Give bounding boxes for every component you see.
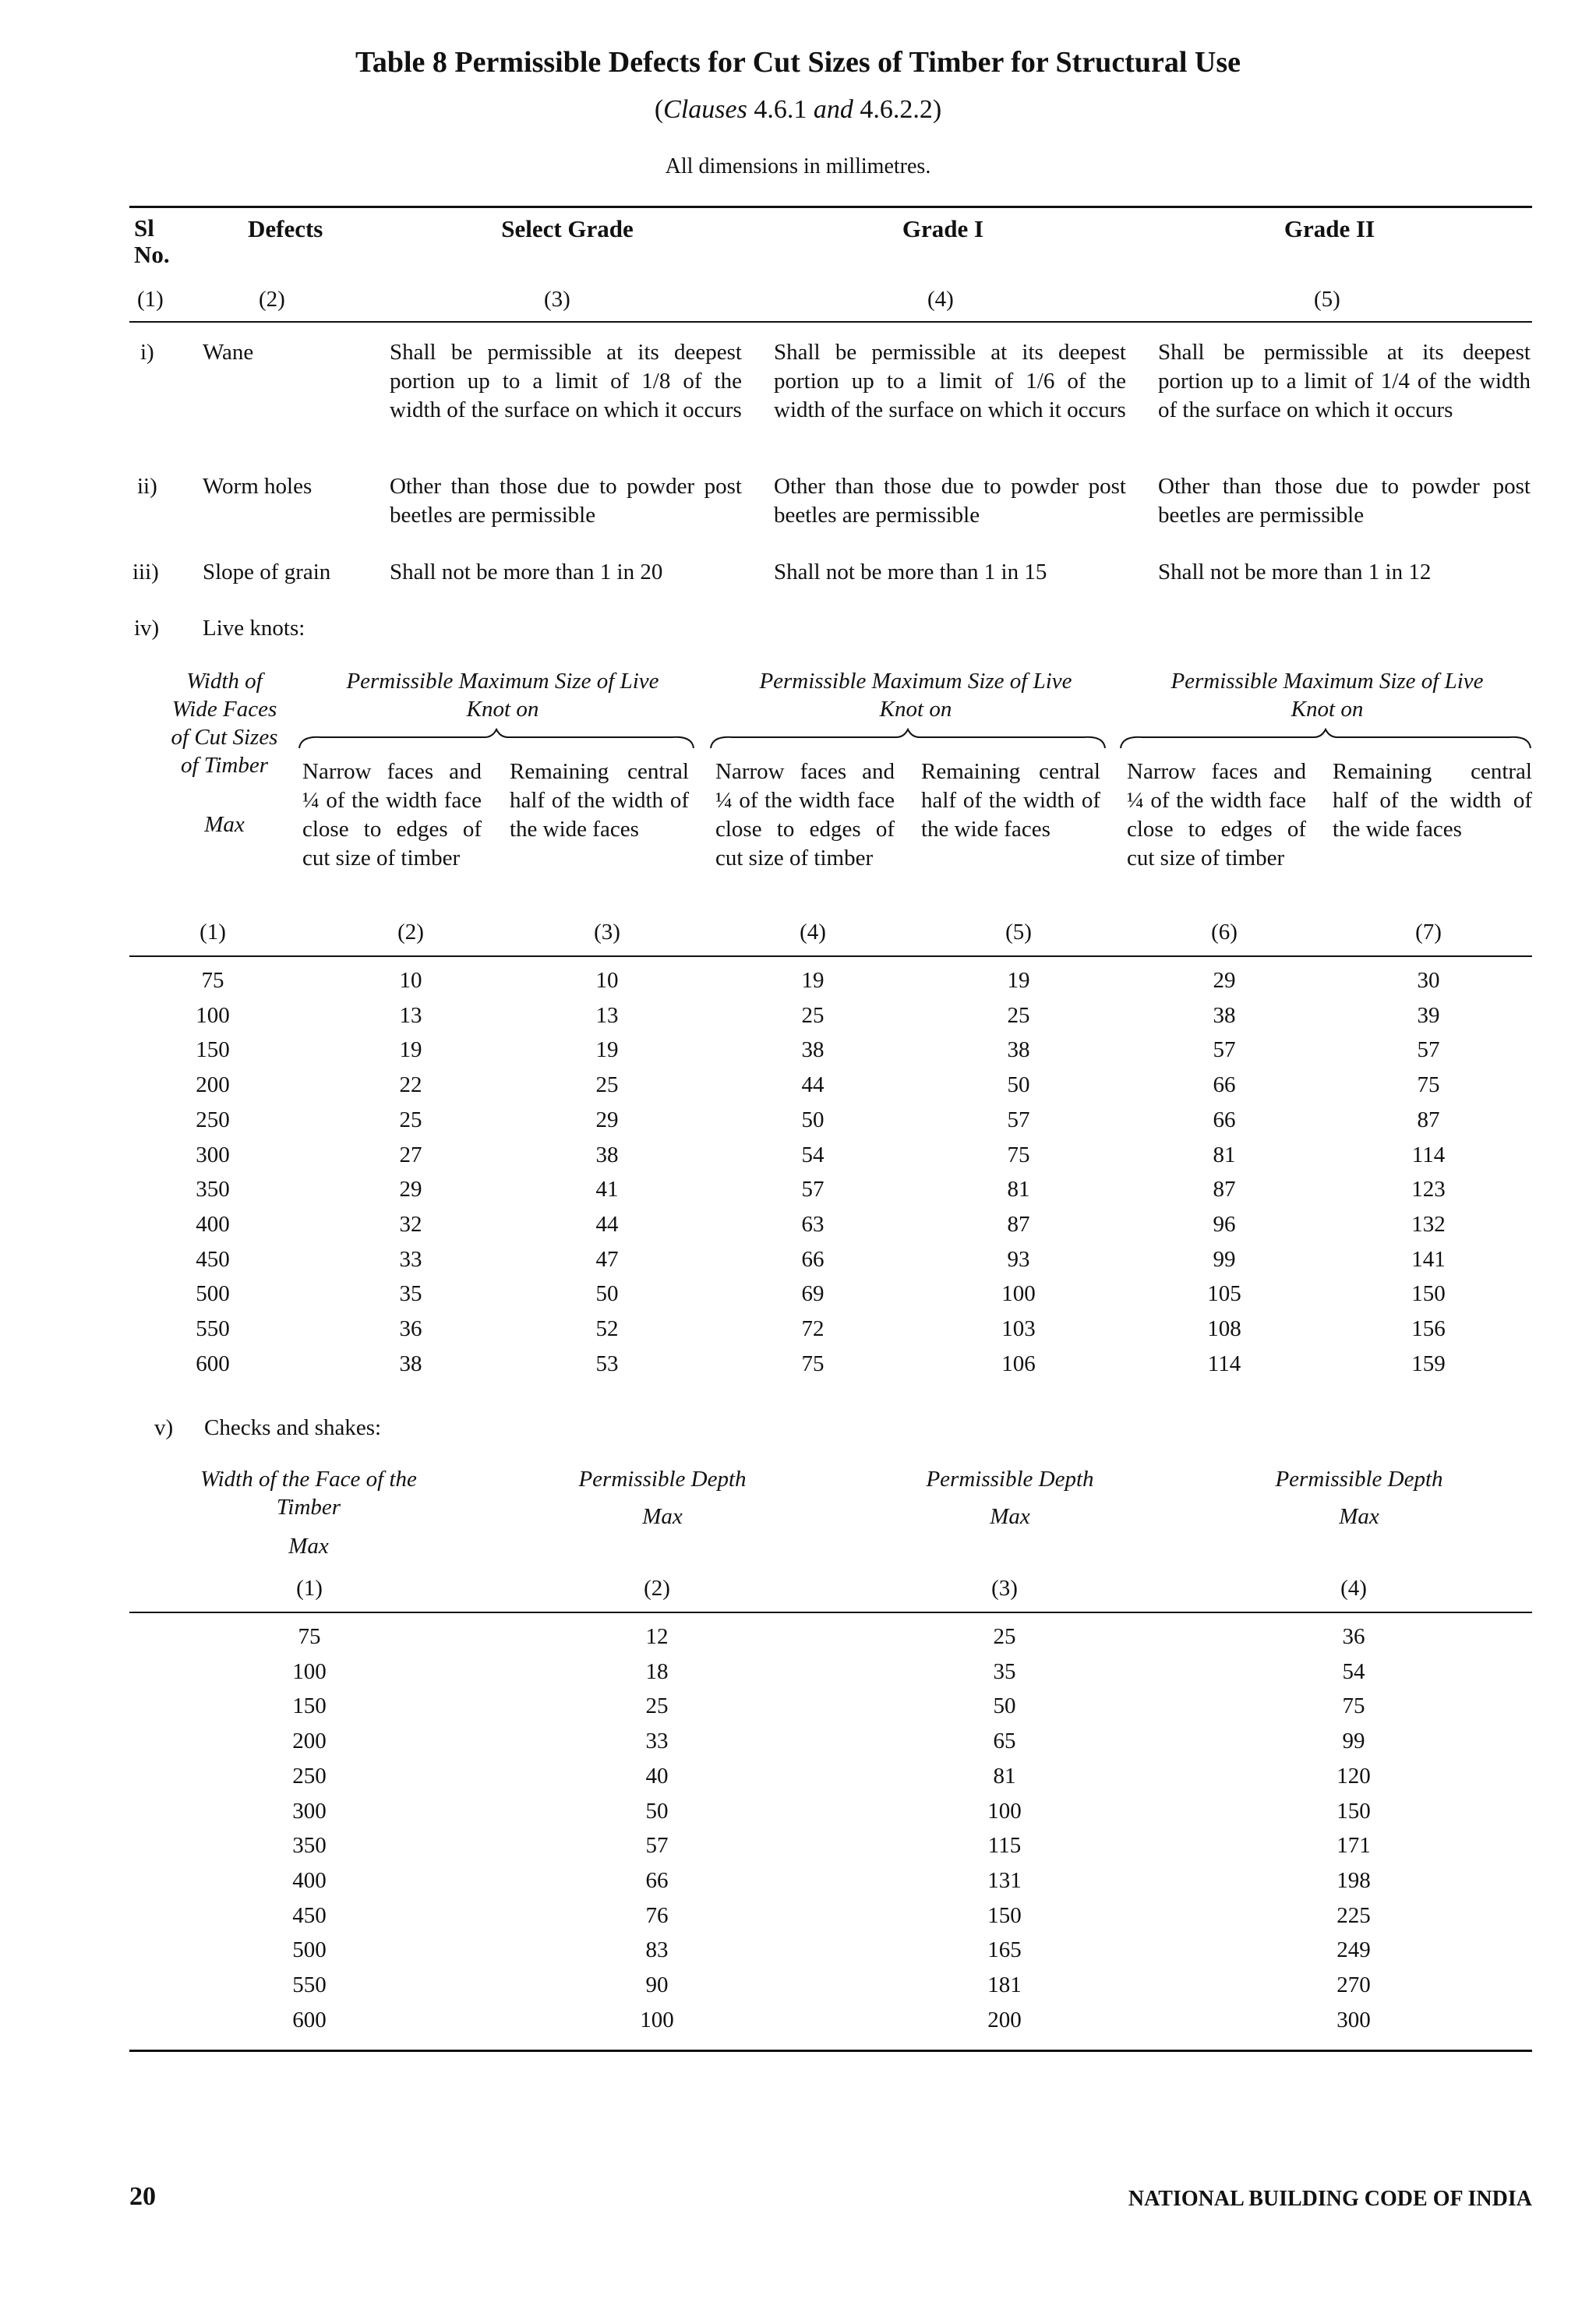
knots-col-nums <box>129 920 1532 954</box>
checks-cell: 81 <box>993 1763 1016 1789</box>
knots-col-num: (6) <box>1211 920 1238 945</box>
knots-cell: 25 <box>595 1072 619 1098</box>
knots-cell: 29 <box>399 1177 422 1202</box>
checks-col-num: (2) <box>644 1576 670 1601</box>
knots-col-num: (1) <box>200 920 226 945</box>
checks-cell: 350 <box>292 1833 327 1859</box>
knots-cell: 25 <box>801 1002 824 1028</box>
knots-cell: 159 <box>1411 1351 1446 1376</box>
knots-remaining-grade1: Remaining central half of the width of the wide faces <box>921 759 1100 842</box>
checks-depth-max-3: Max <box>990 1504 1030 1529</box>
checks-table-row <box>129 1937 1532 1972</box>
knots-cell: 75 <box>1417 1072 1440 1098</box>
knots-cell: 100 <box>196 1002 230 1028</box>
col-num-3: (3) <box>544 287 570 312</box>
row-worm-grade1: Other than those due to powder post beetles are permissible <box>774 474 1126 528</box>
knots-table-row <box>129 1003 1532 1037</box>
knots-cell: 57 <box>1417 1037 1440 1063</box>
checks-table-row <box>129 1659 1532 1693</box>
knots-col-num: (4) <box>800 920 826 945</box>
knots-cell: 105 <box>1207 1281 1241 1307</box>
checks-table-row <box>129 1903 1532 1937</box>
checks-cell: 200 <box>987 2007 1022 2032</box>
knots-cell: 63 <box>801 1211 824 1237</box>
brace-select <box>298 728 695 751</box>
knots-cell: 600 <box>196 1351 230 1376</box>
checks-table-row <box>129 1624 1532 1658</box>
knots-cell: 50 <box>801 1107 824 1132</box>
knots-cell: 38 <box>801 1037 824 1063</box>
knots-table-row <box>129 1177 1532 1211</box>
col-num-1: (1) <box>137 287 164 312</box>
knots-cell: 87 <box>1213 1177 1236 1202</box>
checks-col-nums <box>129 1576 1532 1610</box>
checks-cell: 249 <box>1336 1937 1371 1963</box>
knots-cell: 50 <box>595 1281 619 1307</box>
knots-col-num: (3) <box>594 920 620 945</box>
checks-cell: 150 <box>1336 1798 1371 1824</box>
row-worm-name: Worm holes <box>203 474 312 499</box>
knots-width-max: Max <box>204 812 245 837</box>
checks-table-row <box>129 1833 1532 1867</box>
row-wane-grade1: Shall be permissible at its deepest portion up to a limit of 1/6 of the width of the surface on which it occurs <box>774 340 1126 422</box>
checks-col-num: (1) <box>296 1576 323 1601</box>
clauses-open: ( <box>654 95 664 124</box>
knots-cell: 53 <box>595 1351 619 1376</box>
row-slope-grade2: Shall not be more than 1 in 12 <box>1158 560 1432 584</box>
checks-depth-max-4: Max <box>1339 1504 1379 1529</box>
checks-cell: 100 <box>987 1798 1022 1824</box>
knots-cell: 57 <box>1007 1107 1030 1132</box>
knots-cell: 10 <box>595 968 619 993</box>
row-knots-name: Live knots: <box>203 616 305 641</box>
checks-cell: 165 <box>987 1937 1022 1963</box>
checks-width-max: Max <box>288 1534 329 1559</box>
checks-cell: 76 <box>645 1902 669 1928</box>
knots-cell: 32 <box>399 1211 422 1237</box>
knots-cell: 500 <box>196 1281 230 1307</box>
col-num-5: (5) <box>1314 287 1340 312</box>
row-worm-sl: ii) <box>137 474 157 499</box>
row-slope-name: Slope of grain <box>203 560 331 584</box>
knots-cell: 300 <box>196 1142 230 1167</box>
checks-table-row <box>129 1868 1532 1902</box>
checks-cell: 131 <box>987 1867 1022 1893</box>
knots-cell: 400 <box>196 1211 230 1237</box>
knots-cell: 150 <box>1411 1281 1446 1307</box>
page-number: 20 <box>129 2182 156 2211</box>
knots-cell: 114 <box>1207 1351 1241 1376</box>
knots-cell: 250 <box>196 1107 230 1132</box>
brace-grade1 <box>709 728 1107 751</box>
row-worm-select: Other than those due to powder post beetles are permissible <box>390 474 742 528</box>
checks-cell: 90 <box>645 1972 669 1997</box>
table-title: Table 8 Permissible Defects for Cut Sizes of Timber for Structural Use <box>355 46 1241 79</box>
row-checks-name: Checks and shakes: <box>204 1415 382 1440</box>
checks-cell: 250 <box>292 1763 327 1789</box>
knots-cell: 141 <box>1411 1246 1446 1272</box>
knots-cell: 29 <box>595 1107 619 1132</box>
checks-cell: 550 <box>292 1972 327 1997</box>
row-checks-sl: v) <box>154 1415 174 1440</box>
clause-a: 4.6.1 <box>754 95 807 124</box>
checks-cell: 54 <box>1342 1658 1365 1684</box>
knots-cell: 87 <box>1417 1107 1440 1132</box>
knots-cell: 33 <box>399 1246 422 1272</box>
checks-depth-max-2: Max <box>642 1504 683 1529</box>
knots-cell: 69 <box>801 1281 824 1307</box>
checks-cell: 181 <box>987 1972 1022 1997</box>
knots-table-row <box>129 1281 1532 1315</box>
knots-remaining-grade2: Remaining central half of the width of the wide faces <box>1333 759 1532 842</box>
knots-table-row <box>129 1247 1532 1281</box>
checks-cell: 100 <box>640 2007 674 2032</box>
knots-table-row <box>129 1142 1532 1177</box>
top-rule <box>129 206 1532 208</box>
knots-cell: 52 <box>595 1316 619 1341</box>
knots-cell: 54 <box>801 1142 824 1167</box>
knots-cell: 100 <box>1001 1281 1036 1307</box>
row-wane-name: Wane <box>203 340 254 365</box>
checks-table-row <box>129 1693 1532 1728</box>
knots-cell: 72 <box>801 1316 824 1341</box>
knots-cell: 57 <box>801 1177 824 1202</box>
knots-table-row <box>129 1212 1532 1246</box>
checks-depth-header-4: Permissible Depth <box>1275 1467 1443 1492</box>
knots-cell: 108 <box>1207 1316 1241 1341</box>
knots-cell: 25 <box>399 1107 422 1132</box>
knots-cell: 38 <box>399 1351 422 1376</box>
knots-cell: 50 <box>1007 1072 1030 1098</box>
checks-table-row <box>129 1729 1532 1763</box>
knots-cell: 29 <box>1213 968 1236 993</box>
checks-col-num: (3) <box>991 1576 1018 1601</box>
checks-table-row <box>129 2008 1532 2042</box>
col-num-4: (4) <box>927 287 954 312</box>
knots-cell: 19 <box>801 968 824 993</box>
col-num-2: (2) <box>259 287 285 312</box>
row-slope-grade1: Shall not be more than 1 in 15 <box>774 560 1047 584</box>
checks-table-row <box>129 1764 1532 1798</box>
checks-cell: 225 <box>1336 1902 1371 1928</box>
bottom-rule <box>129 2050 1532 2052</box>
knots-cell: 106 <box>1001 1351 1036 1376</box>
checks-cell: 35 <box>993 1658 1016 1684</box>
checks-table-row <box>129 1799 1532 1833</box>
knots-narrow-grade2: Narrow faces and ¼ of the width face close to edges of cut size of timber <box>1127 759 1306 871</box>
knots-group-header-select: Permissible Maximum Size of Live Knot on <box>346 669 659 722</box>
checks-cell: 57 <box>645 1833 669 1859</box>
row-knots-sl: iv) <box>134 616 160 641</box>
checks-cell: 66 <box>645 1867 669 1893</box>
defects-header: Defects <box>248 215 323 242</box>
checks-cell: 50 <box>645 1798 669 1824</box>
clauses-word: Clauses <box>663 95 747 124</box>
knots-col-num: (2) <box>397 920 424 945</box>
knots-cell: 81 <box>1213 1142 1236 1167</box>
checks-cell: 18 <box>645 1658 669 1684</box>
header-rule <box>129 321 1532 323</box>
checks-cell: 100 <box>292 1658 327 1684</box>
knots-cell: 19 <box>399 1037 422 1063</box>
knots-cell: 35 <box>399 1281 422 1307</box>
brace-grade2 <box>1119 728 1532 751</box>
knots-width-header: Width of Wide Faces of Cut Sizes of Timber <box>171 669 278 778</box>
checks-cell: 75 <box>1342 1693 1365 1719</box>
checks-cell: 120 <box>1336 1763 1371 1789</box>
checks-width-header: Width of the Face of the Timber <box>200 1467 417 1520</box>
knots-col-num: (5) <box>1005 920 1032 945</box>
knots-cell: 36 <box>399 1316 422 1341</box>
checks-cell: 25 <box>993 1624 1016 1649</box>
knots-cell: 66 <box>1213 1072 1236 1098</box>
checks-col-num: (4) <box>1340 1576 1367 1601</box>
knots-table-row <box>129 1351 1532 1386</box>
row-slope-select: Shall not be more than 1 in 20 <box>390 560 663 584</box>
checks-cell: 171 <box>1336 1833 1371 1859</box>
knots-narrow-grade1: Narrow faces and ¼ of the width face close to edges of cut size of timber <box>715 759 895 871</box>
knots-cell: 13 <box>399 1002 422 1028</box>
knots-cell: 200 <box>196 1072 230 1098</box>
knots-cell: 47 <box>595 1246 619 1272</box>
publication-name: NATIONAL BUILDING CODE OF INDIA <box>1128 2187 1532 2211</box>
checks-cell: 198 <box>1336 1867 1371 1893</box>
knots-header-rule <box>129 955 1532 957</box>
checks-cell: 500 <box>292 1937 327 1963</box>
checks-cell: 270 <box>1336 1972 1371 1997</box>
checks-table-row <box>129 1972 1532 2007</box>
knots-cell: 66 <box>801 1246 824 1272</box>
knots-group-header-grade1: Permissible Maximum Size of Live Knot on <box>759 669 1072 722</box>
knots-cell: 25 <box>1007 1002 1030 1028</box>
sl-no-header: Sl No. <box>134 214 170 268</box>
knots-cell: 44 <box>595 1211 619 1237</box>
checks-cell: 450 <box>292 1902 327 1928</box>
checks-cell: 600 <box>292 2007 327 2032</box>
knots-cell: 75 <box>201 968 224 993</box>
knots-cell: 87 <box>1007 1211 1030 1237</box>
knots-cell: 19 <box>1007 968 1030 993</box>
clauses-and: and <box>813 95 853 124</box>
row-slope-sl: iii) <box>132 560 159 584</box>
knots-cell: 99 <box>1213 1246 1236 1272</box>
row-wane-select: Shall be permissible at its deepest portion up to a limit of 1/8 of the width of the surface on which it occurs <box>390 340 742 422</box>
knots-cell: 13 <box>595 1002 619 1028</box>
knots-cell: 96 <box>1213 1211 1236 1237</box>
knots-remaining-select: Remaining central half of the width of the wide faces <box>510 759 689 842</box>
knots-cell: 75 <box>801 1351 824 1376</box>
knots-cell: 41 <box>595 1177 619 1202</box>
knots-cell: 38 <box>1007 1037 1030 1063</box>
knots-cell: 93 <box>1007 1246 1030 1272</box>
checks-cell: 400 <box>292 1867 327 1893</box>
checks-cell: 99 <box>1342 1729 1365 1754</box>
checks-cell: 300 <box>1336 2007 1371 2032</box>
checks-cell: 40 <box>645 1763 669 1789</box>
knots-cell: 114 <box>1411 1142 1446 1167</box>
row-wane-grade2: Shall be permissible at its deepest portion up to a limit of 1/4 of the width of the surface on which it occurs <box>1158 340 1531 422</box>
knots-cell: 27 <box>399 1142 422 1167</box>
knots-cell: 156 <box>1411 1316 1446 1341</box>
knots-cell: 66 <box>1213 1107 1236 1132</box>
checks-cell: 12 <box>645 1624 669 1649</box>
row-wane-sl: i) <box>140 340 154 365</box>
dimensions-note: All dimensions in millimetres. <box>665 154 931 178</box>
checks-cell: 75 <box>298 1624 321 1649</box>
checks-cell: 36 <box>1342 1624 1365 1649</box>
knots-cell: 103 <box>1001 1316 1036 1341</box>
knots-col-num: (7) <box>1415 920 1442 945</box>
knots-cell: 10 <box>399 968 422 993</box>
checks-cell: 150 <box>987 1902 1022 1928</box>
knots-cell: 75 <box>1007 1142 1030 1167</box>
knots-cell: 38 <box>595 1142 619 1167</box>
knots-narrow-select: Narrow faces and ¼ of the width face close to edges of cut size of timber <box>302 759 482 871</box>
checks-cell: 115 <box>987 1833 1022 1859</box>
clause-b: 4.6.2.2) <box>860 95 942 124</box>
knots-cell: 22 <box>399 1072 422 1098</box>
checks-depth-header-3: Permissible Depth <box>926 1467 1094 1492</box>
knots-table-row <box>129 1107 1532 1142</box>
knots-cell: 39 <box>1417 1002 1440 1028</box>
knots-cell: 30 <box>1417 968 1440 993</box>
knots-cell: 81 <box>1007 1177 1030 1202</box>
grade-2-header: Grade II <box>1284 215 1375 242</box>
checks-cell: 300 <box>292 1798 327 1824</box>
knots-group-header-grade2: Permissible Maximum Size of Live Knot on <box>1171 669 1484 722</box>
knots-table-row <box>129 968 1532 1002</box>
checks-cell: 200 <box>292 1729 327 1754</box>
checks-header-rule <box>129 1612 1532 1613</box>
knots-cell: 550 <box>196 1316 230 1341</box>
knots-cell: 44 <box>801 1072 824 1098</box>
checks-cell: 83 <box>645 1937 669 1963</box>
select-grade-header: Select Grade <box>501 215 634 242</box>
clauses-reference <box>0 95 1596 125</box>
knots-cell: 350 <box>196 1177 230 1202</box>
knots-cell: 132 <box>1411 1211 1446 1237</box>
row-worm-grade2: Other than those due to powder post beetles are permissible <box>1158 474 1531 528</box>
checks-cell: 25 <box>645 1693 669 1719</box>
checks-cell: 33 <box>645 1729 669 1754</box>
knots-cell: 450 <box>196 1246 230 1272</box>
knots-cell: 123 <box>1411 1177 1446 1202</box>
knots-cell: 19 <box>595 1037 619 1063</box>
grade-1-header: Grade I <box>902 215 984 242</box>
checks-cell: 50 <box>993 1693 1016 1719</box>
knots-cell: 150 <box>196 1037 230 1063</box>
knots-table-row <box>129 1316 1532 1351</box>
knots-table-row <box>129 1037 1532 1072</box>
knots-cell: 57 <box>1213 1037 1236 1063</box>
checks-depth-header-2: Permissible Depth <box>578 1467 747 1492</box>
knots-table-row <box>129 1072 1532 1107</box>
checks-cell: 150 <box>292 1693 327 1719</box>
knots-cell: 38 <box>1213 1002 1236 1028</box>
checks-cell: 65 <box>993 1729 1016 1754</box>
